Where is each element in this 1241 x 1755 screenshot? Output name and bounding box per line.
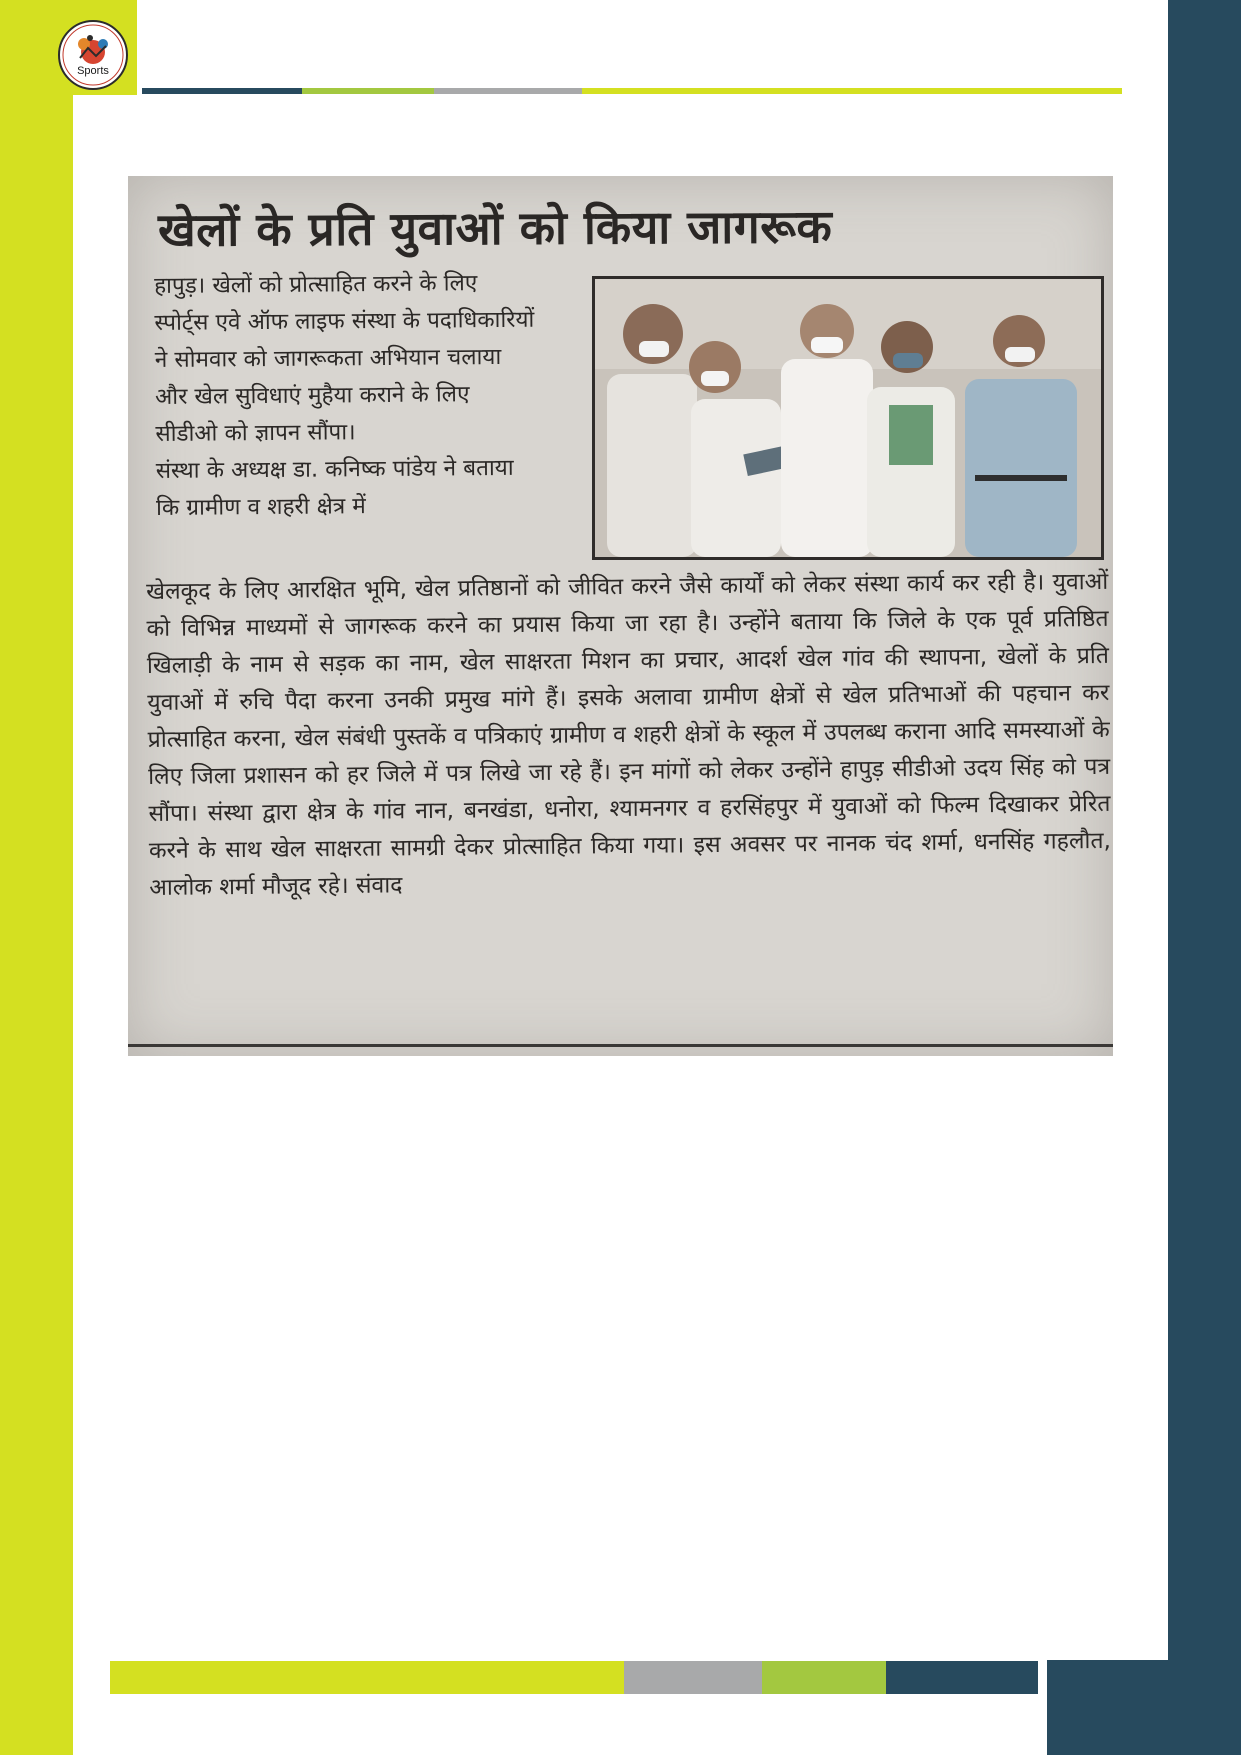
sports-logo-icon — [60, 22, 126, 88]
header-rule-segment-gray — [434, 88, 582, 94]
header-rule — [142, 88, 1122, 94]
footer-rule-segment-gray — [624, 1661, 762, 1694]
footer-rule-segment-green — [762, 1661, 886, 1694]
body-paragraph: खेलकूद के लिए आरक्षित भूमि, खेल प्रतिष्ठानों को जीवित करने जैसे कार्यों को लेकर संस्था कार्य कर रही है। युवाओं को विभिन्न माध्यमों से जागरूक करने का प्रयास किया जा रहा है। उन्होंने बताया कि जिले के एक पूर्व प्रतिष्ठित खिलाड़ी के नाम से सड़क का नाम, खेल साक्षरता मिशन का प्रचार, आदर्श खेल गांव की स्थापना, खेलों के प्रति युवाओं में रुचि पैदा करना उनकी प्रमुख मांगे हैं। इसके अलावा ग्रामीण क्षेत्रों से खेल प्रतिभाओं की पहचान कर प्रोत्साहित करना, खेल संबंधी पुस्तकें व पत्रिकाएं ग्रामीण व शहरी क्षेत्रों के स्कूल में उपलब्ध कराना आदि समस्याओं के लिए जिला प्रशासन को हर जिले में पत्र लिखे जा रहे हैं। इन मांगों को लेकर उन्होंने हापुड़ सीडीओ उदय सिंह को पत्र सौंपा। संस्था द्वारा क्षेत्र के गांव नान, बनखंडा, धनोरा, श्यामनगर व हरसिंहपुर में युवाओं को फिल्म दिखाकर प्रेरित करने के साथ खेल साक्षरता सामग्री देकर प्रोत्साहित किया गया। इस अवसर पर नानक चंद शर्मा, धनसिंह गहलौत, आलोक शर्मा मौजूद रहे। संवाद — [146, 568, 1111, 901]
sports-logo — [58, 20, 128, 90]
header-rule-segment-green — [302, 88, 434, 94]
footer-rule-segment-lime — [110, 1661, 624, 1694]
right-accent-band — [1168, 0, 1241, 1660]
article-photo — [592, 276, 1104, 560]
lead-paragraph: संस्था के अध्यक्ष डा. कनिष्क पांडेय ने बताया कि ग्रामीण व शहरी क्षेत्र में — [155, 454, 514, 521]
bottom-right-accent-block — [1047, 1660, 1241, 1755]
logo-wordmark: Sports — [77, 65, 109, 77]
article-lead — [154, 265, 536, 527]
article-body — [146, 564, 1111, 907]
header-rule-segment-lime — [582, 88, 1122, 94]
article-headline: खेलों के प्रति युवाओं को किया जागरूक — [157, 199, 833, 257]
newspaper-clipping — [128, 176, 1113, 1056]
left-accent-band — [0, 0, 73, 1755]
footer-rule-segment-navy — [886, 1661, 1038, 1694]
footer-rule — [110, 1661, 1038, 1694]
header-rule-segment-navy — [142, 88, 302, 94]
lead-paragraph: हापुड़। खेलों को प्रोत्साहित करने के लिए स्पोर्ट्स एवे ऑफ लाइफ संस्था के पदाधिकारियों ने सोमवार को जागरूकता अभियान चलाया और खेल सुविधाएं मुहैया कराने के लिए सीडीओ को ज्ञापन सौंपा। — [154, 270, 535, 447]
